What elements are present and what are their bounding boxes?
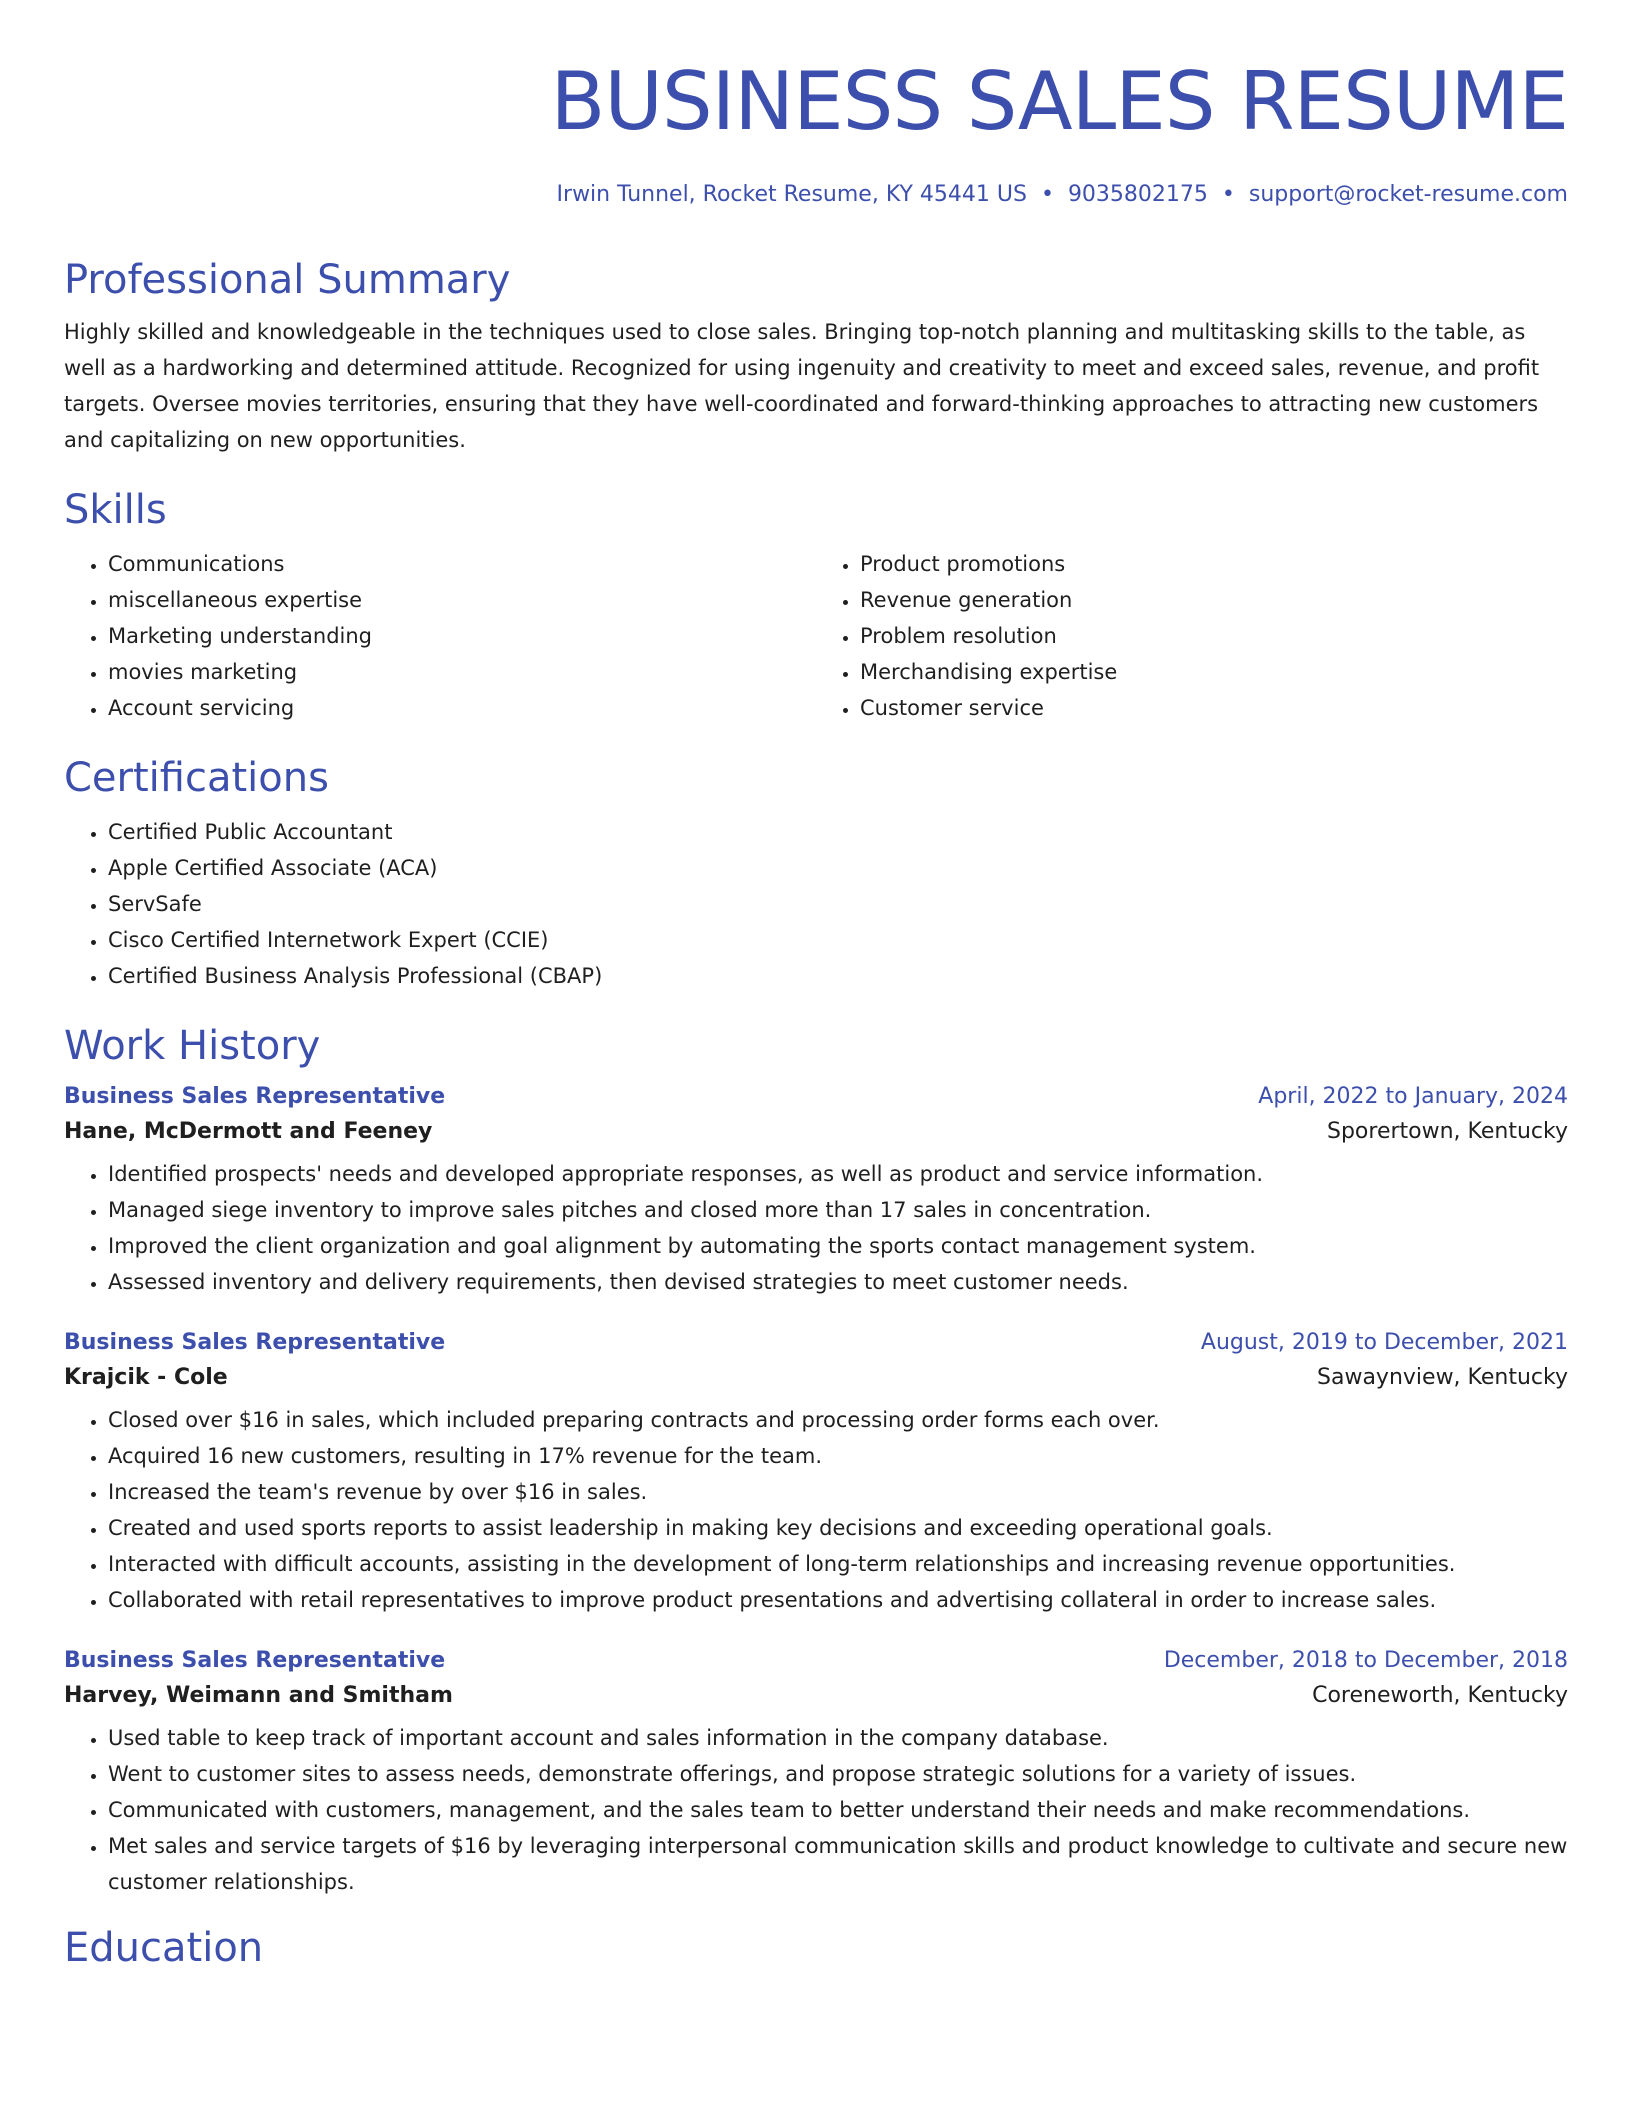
skills-column-right	[816, 546, 1568, 726]
certifications-list	[64, 814, 1568, 994]
job-dates: April, 2022 to January, 2024	[1258, 1084, 1568, 1110]
skill-item: • Problem resolution	[860, 618, 1568, 654]
education-section	[64, 1926, 1568, 1970]
certifications-section	[64, 756, 1568, 994]
job-bullets	[64, 1720, 1568, 1900]
job-bullet: • Went to customer sites to assess needs, demonstrate offerings, and propose strategic solutions for a variety of issues.	[108, 1756, 1568, 1792]
education-heading: Education	[64, 1925, 264, 1972]
skill-item: • miscellaneous expertise	[108, 582, 816, 618]
skills-list-right	[816, 546, 1568, 726]
job-bullet: • Acquired 16 new customers, resulting in 17% revenue for the team.	[108, 1438, 1568, 1474]
skills-list-left	[64, 546, 816, 726]
job-bullet: • Met sales and service targets of $16 by leveraging interpersonal communication skills and product knowledge to cultivate and secure new customer relationships.	[108, 1828, 1568, 1900]
job-bullet: • Managed siege inventory to improve sales pitches and closed more than 17 sales in concentration.	[108, 1192, 1568, 1228]
job-title: Business Sales Representative	[64, 1330, 446, 1356]
summary-heading: Professional Summary	[64, 257, 511, 304]
job-title-row	[64, 1084, 1568, 1109]
job-bullet: • Interacted with difficult accounts, assisting in the development of long-term relationships and increasing revenue opportunities.	[108, 1546, 1568, 1582]
skill-item: • Revenue generation	[860, 582, 1568, 618]
job-location: Sporertown, Kentucky	[1327, 1119, 1568, 1145]
work-history-section	[64, 1024, 1568, 1900]
job-bullet: • Assessed inventory and delivery requirements, then devised strategies to meet customer needs.	[108, 1264, 1568, 1300]
work-history-heading: Work History	[64, 1023, 321, 1070]
job-dates: December, 2018 to December, 2018	[1163, 1648, 1568, 1674]
job-location: Coreneworth, Kentucky	[1312, 1683, 1568, 1709]
job-company-row	[64, 1683, 1568, 1708]
contact-address: Irwin Tunnel, Rocket Resume, KY 45441 US	[556, 182, 1027, 207]
job-bullet: • Increased the team's revenue by over $16 in sales.	[108, 1474, 1568, 1510]
contact-line	[64, 182, 1568, 208]
certification-item: • Apple Certified Associate (ACA)	[108, 850, 1568, 886]
contact-separator: •	[1221, 182, 1235, 207]
job-entry	[64, 1330, 1568, 1618]
skill-item: • Marketing understanding	[108, 618, 816, 654]
job-entry	[64, 1648, 1568, 1900]
job-company-row	[64, 1365, 1568, 1390]
job-company: Hane, McDermott and Feeney	[64, 1119, 433, 1145]
job-entry	[64, 1084, 1568, 1300]
certifications-heading: Certifications	[64, 755, 329, 802]
job-title-row	[64, 1648, 1568, 1673]
skills-heading: Skills	[64, 487, 167, 534]
skill-item: • Merchandising expertise	[860, 654, 1568, 690]
summary-text: Highly skilled and knowledgeable in the techniques used to close sales. Bringing top-notch planning and multitasking skills to the table, as well as a hardworking and determined attitude. Recognized for using ingenuity and creativity to meet and exceed sales, revenue, and profit targets. Oversee movies territories, ensuring that they have well-coordinated and forward-thinking approaches to attracting new customers and capitalizing on new opportunities.	[64, 320, 1540, 453]
job-bullet: • Used table to keep track of important account and sales information in the company database.	[108, 1720, 1568, 1756]
job-title: Business Sales Representative	[64, 1084, 446, 1110]
skills-grid	[64, 546, 1568, 726]
job-title: Business Sales Representative	[64, 1648, 446, 1674]
job-bullet: • Closed over $16 in sales, which included preparing contracts and processing order forms each over.	[108, 1402, 1568, 1438]
contact-phone: 9035802175	[1067, 182, 1208, 207]
job-location: Sawaynview, Kentucky	[1317, 1365, 1568, 1391]
job-bullet: • Collaborated with retail representatives to improve product presentations and advertising collateral in order to increase sales.	[108, 1582, 1568, 1618]
job-company-row	[64, 1119, 1568, 1144]
skill-item: • Product promotions	[860, 546, 1568, 582]
certification-item: • Certified Business Analysis Professional (CBAP)	[108, 958, 1568, 994]
job-bullets	[64, 1402, 1568, 1618]
certification-item: • Certified Public Accountant	[108, 814, 1568, 850]
skill-item: • Customer service	[860, 690, 1568, 726]
skills-column-left	[64, 546, 816, 726]
job-bullet: • Communicated with customers, management, and the sales team to better understand their needs and make recommendations.	[108, 1792, 1568, 1828]
resume-title: BUSINESS SALES RESUME	[550, 55, 1568, 148]
job-bullets	[64, 1156, 1568, 1300]
contact-separator: •	[1040, 182, 1054, 207]
certification-item: • Cisco Certified Internetwork Expert (CCIE)	[108, 922, 1568, 958]
job-bullet: • Identified prospects' needs and developed appropriate responses, as well as product and service information.	[108, 1156, 1568, 1192]
job-bullet: • Improved the client organization and goal alignment by automating the sports contact management system.	[108, 1228, 1568, 1264]
job-company: Krajcik - Cole	[64, 1365, 228, 1391]
skill-item: • Account servicing	[108, 690, 816, 726]
skill-item: • Communications	[108, 546, 816, 582]
job-dates: August, 2019 to December, 2021	[1200, 1330, 1568, 1356]
summary-section	[64, 258, 1568, 458]
certification-item: • ServSafe	[108, 886, 1568, 922]
skills-section	[64, 488, 1568, 726]
job-company: Harvey, Weimann and Smitham	[64, 1683, 453, 1709]
skill-item: • movies marketing	[108, 654, 816, 690]
contact-email[interactable]: support@rocket-resume.com	[1248, 182, 1568, 207]
job-title-row	[64, 1330, 1568, 1355]
job-bullet: • Created and used sports reports to assist leadership in making key decisions and exceeding operational goals.	[108, 1510, 1568, 1546]
